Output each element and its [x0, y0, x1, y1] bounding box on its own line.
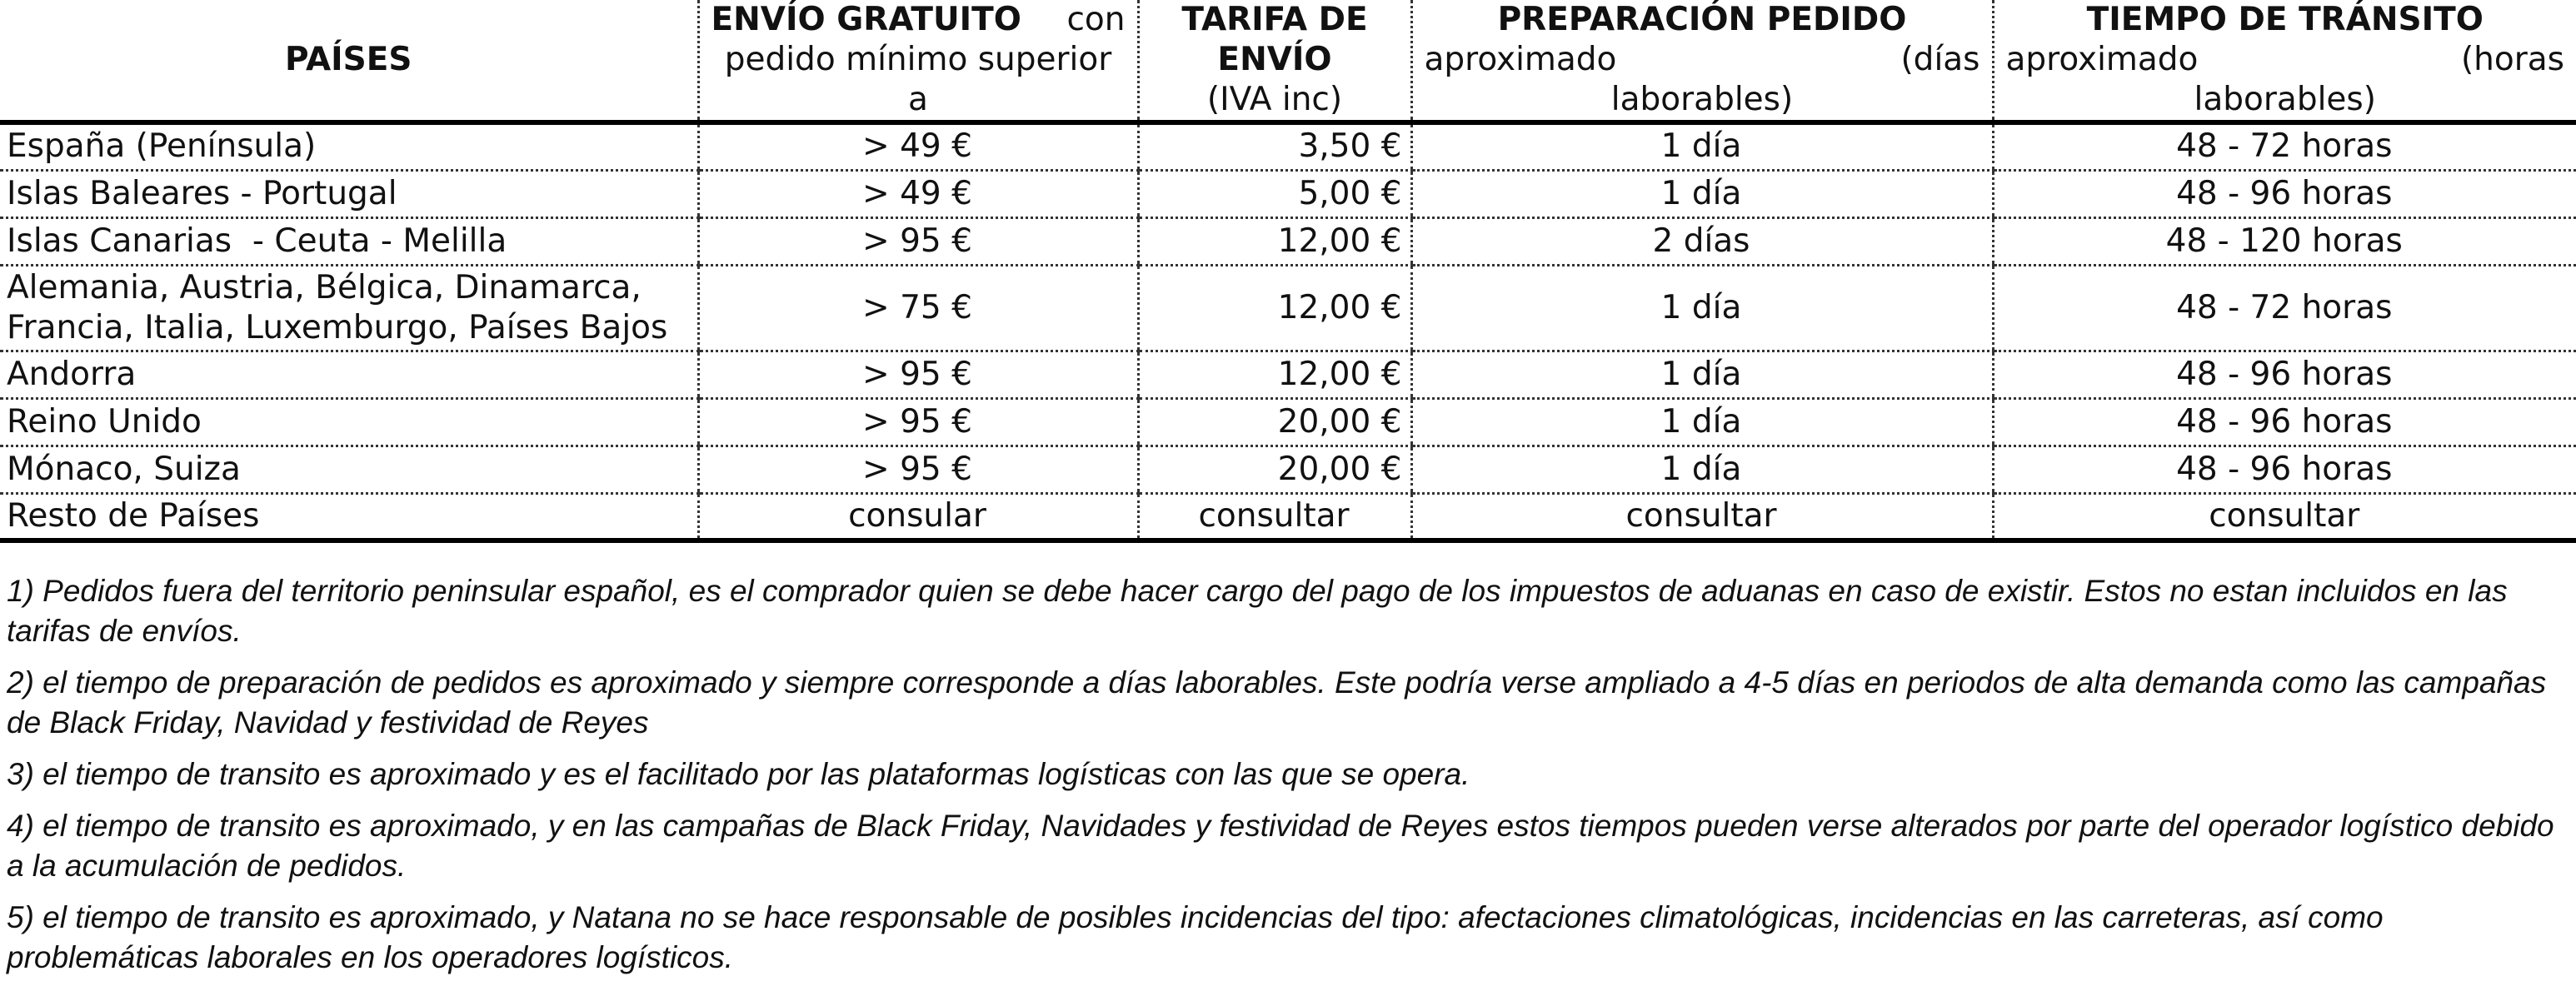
table-header-row — [0, 0, 2576, 122]
table-row — [0, 122, 2576, 170]
cell-rate: 12,00 € — [1138, 217, 1411, 265]
cell-prep: 1 día — [1411, 122, 1993, 170]
footnote-4: 4) el tiempo de transito es aproximado, y en las campañas de Black Friday, Navidades y festividad de Reyes estos tiempos pueden verse alterados por parte del operador logístico debido a la acumulación de pedidos. — [7, 809, 2554, 883]
cell-country: Mónaco, Suiza — [0, 446, 698, 493]
header-country — [0, 0, 698, 122]
cell-transit: 48 - 96 horas — [1993, 351, 2576, 398]
cell-transit: 48 - 96 horas — [1993, 446, 2576, 493]
header-free-shipping-title: ENVÍO GRATUITO — [711, 1, 1021, 38]
cell-transit: 48 - 96 horas — [1993, 398, 2576, 446]
header-prep-line3: laborables) — [1610, 81, 1794, 118]
header-transit — [1993, 0, 2576, 122]
header-transit-left: aproximado — [2005, 41, 2199, 78]
cell-rate: 20,00 € — [1138, 398, 1411, 446]
header-transit-right: (horas — [2460, 41, 2564, 78]
table-row — [0, 170, 2576, 217]
cell-prep: 2 días — [1411, 217, 1993, 265]
table-row — [0, 446, 2576, 493]
cell-transit: consultar — [1993, 493, 2576, 540]
cell-min-order: > 95 € — [698, 398, 1138, 446]
table-row — [0, 398, 2576, 446]
table-row — [0, 351, 2576, 398]
table-row — [0, 217, 2576, 265]
cell-min-order: > 49 € — [698, 122, 1138, 170]
cell-min-order: > 95 € — [698, 446, 1138, 493]
header-rate-title-1: TARIFA DE — [1181, 1, 1368, 38]
cell-min-order: > 49 € — [698, 170, 1138, 217]
cell-prep: 1 día — [1411, 446, 1993, 493]
cell-rate: consultar — [1138, 493, 1411, 540]
cell-rate: 12,00 € — [1138, 351, 1411, 398]
header-transit-line3: laborables) — [2194, 81, 2376, 118]
cell-min-order: > 95 € — [698, 217, 1138, 265]
cell-country: España (Península) — [0, 122, 698, 170]
footnote-5: 5) el tiempo de transito es aproximado, y Natana no se hace responsable de posibles incidencias del tipo: afectaciones climatológicas, incidencias en las carreteras, así como problemáticas laborales en los operadores logísticos. — [7, 900, 2384, 974]
footnote-3: 3) el tiempo de transito es aproximado y es el facilitado por las plataformas logísticas con las que se opera. — [7, 757, 1470, 791]
header-preparation — [1411, 0, 1993, 122]
header-prep-title: PREPARACIÓN PEDIDO — [1497, 1, 1907, 38]
header-free-shipping-line2: pedido mínimo superior — [724, 41, 1112, 78]
cell-country: Islas Baleares - Portugal — [0, 170, 698, 217]
cell-prep: 1 día — [1411, 398, 1993, 446]
footnote-2: 2) el tiempo de preparación de pedidos es aproximado y siempre corresponde a días laborables. Este podría verse ampliado a 4-5 días en periodos de alta demanda como las campañas de Black Friday, Navidad y festividad de Reyes — [7, 665, 2547, 740]
header-free-shipping-line3: a — [908, 81, 928, 118]
header-rate — [1138, 0, 1411, 122]
cell-country: Resto de Países — [0, 493, 698, 540]
header-rate-title-2: ENVÍO — [1217, 41, 1332, 78]
header-free-shipping — [698, 0, 1138, 122]
footnote-1: 1) Pedidos fuera del territorio peninsular español, es el comprador quien se debe hacer cargo del pago de los impuestos de aduanas en caso de existir. Estos no estan incluidos en las tarifas de envíos. — [7, 574, 2508, 648]
footnotes — [7, 571, 2556, 989]
header-free-shipping-con: con — [1066, 1, 1126, 38]
cell-transit: 48 - 96 horas — [1993, 170, 2576, 217]
cell-transit: 48 - 120 horas — [1993, 217, 2576, 265]
cell-prep: 1 día — [1411, 170, 1993, 217]
header-prep-left: aproximado — [1424, 41, 1617, 78]
cell-min-order: > 75 € — [698, 265, 1138, 351]
cell-rate: 20,00 € — [1138, 446, 1411, 493]
cell-prep: 1 día — [1411, 351, 1993, 398]
table-row — [0, 265, 2576, 351]
cell-prep: consultar — [1411, 493, 1993, 540]
header-transit-title: TIEMPO DE TRÁNSITO — [2086, 1, 2484, 38]
cell-country: Andorra — [0, 351, 698, 398]
cell-prep: 1 día — [1411, 265, 1993, 351]
cell-country: Reino Unido — [0, 398, 698, 446]
cell-transit: 48 - 72 horas — [1993, 265, 2576, 351]
cell-min-order: consular — [698, 493, 1138, 540]
cell-country: Alemania, Austria, Bélgica, Dinamarca, Francia, Italia, Luxemburgo, Países Bajos — [0, 265, 698, 351]
cell-rate: 3,50 € — [1138, 122, 1411, 170]
cell-min-order: > 95 € — [698, 351, 1138, 398]
cell-transit: 48 - 72 horas — [1993, 122, 2576, 170]
header-rate-sub: (IVA inc) — [1206, 81, 1343, 118]
table-row — [0, 493, 2576, 540]
header-prep-right: (días — [1900, 41, 1980, 78]
cell-country: Islas Canarias - Ceuta - Melilla — [0, 217, 698, 265]
header-country-label: PAÍSES — [284, 41, 412, 78]
cell-rate: 5,00 € — [1138, 170, 1411, 217]
cell-rate: 12,00 € — [1138, 265, 1411, 351]
